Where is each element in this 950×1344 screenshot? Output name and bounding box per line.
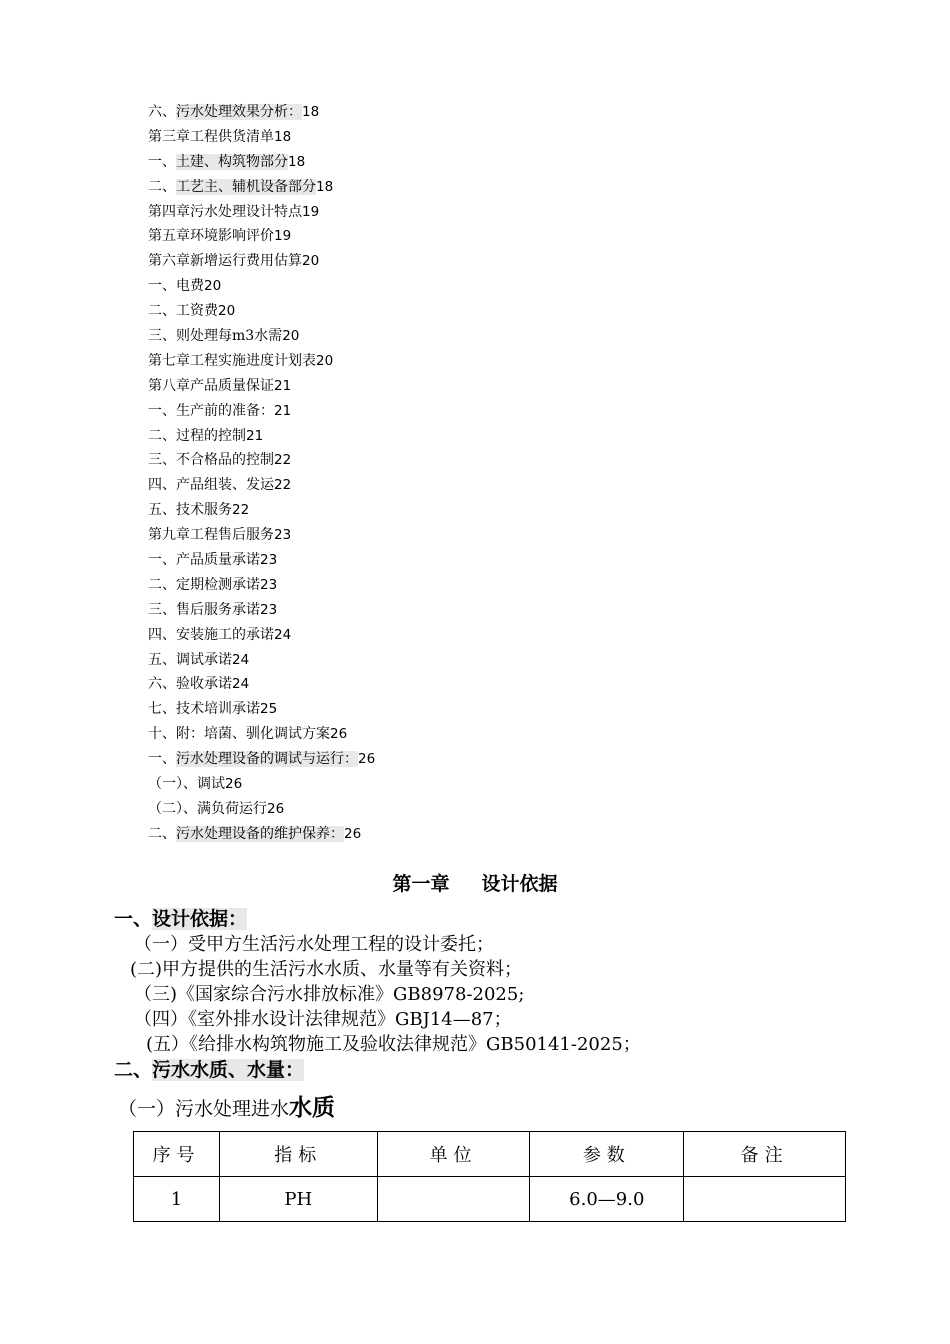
influent-quality-table bbox=[133, 1131, 846, 1222]
toc-entry-page: 23 bbox=[260, 576, 278, 593]
toc-entry[interactable] bbox=[148, 125, 375, 150]
toc-entry[interactable] bbox=[148, 747, 375, 772]
toc-entry-title: 污水处理设备的调试与运行： bbox=[176, 751, 358, 768]
toc-entry-prefix: 二、 bbox=[148, 178, 176, 195]
table-cell: 1 bbox=[134, 1177, 220, 1222]
toc-entry-prefix: 二、 bbox=[148, 576, 176, 593]
toc-entry-page: 19 bbox=[274, 228, 292, 245]
toc-entry[interactable] bbox=[148, 424, 375, 449]
toc-entry-title: 电费 bbox=[176, 278, 204, 295]
toc-entry-page: 23 bbox=[274, 527, 292, 544]
toc-entry-title: 调试承诺 bbox=[176, 651, 232, 668]
toc-entry-title: 定期检测承诺 bbox=[176, 576, 260, 593]
toc-entry-page: 21 bbox=[274, 402, 292, 419]
toc-entry-title: 售后服务承诺 bbox=[176, 601, 260, 618]
sub-heading-influent-quality: （一）污水处理进水水质 bbox=[118, 1095, 336, 1121]
toc-entry[interactable] bbox=[148, 224, 375, 249]
toc-entry-title: 过程的控制 bbox=[176, 427, 246, 444]
basis-item: （一）受甲方生活污水处理工程的设计委托； bbox=[134, 934, 494, 955]
toc-entry-page: 20 bbox=[282, 328, 300, 345]
toc-entry-prefix: 一、 bbox=[148, 278, 176, 295]
toc-entry-title: 第八章产品质量保证 bbox=[148, 377, 274, 394]
toc-entry[interactable] bbox=[148, 797, 375, 822]
toc-entry-page: 26 bbox=[330, 726, 348, 743]
toc-entry-title: 附：培菌、驯化调试方案 bbox=[176, 726, 330, 743]
toc-entry[interactable] bbox=[148, 772, 375, 797]
toc-entry-page: 26 bbox=[225, 776, 243, 793]
toc-entry-page: 23 bbox=[260, 552, 278, 569]
toc-entry[interactable] bbox=[148, 150, 375, 175]
toc-entry-page: 20 bbox=[302, 253, 320, 270]
toc-entry[interactable] bbox=[148, 249, 375, 274]
toc-entry-prefix: 二、 bbox=[148, 303, 176, 320]
toc-entry[interactable] bbox=[148, 697, 375, 722]
toc-entry[interactable] bbox=[148, 573, 375, 598]
toc-entry-title: 产品组装、发运 bbox=[176, 477, 274, 494]
toc-entry-prefix: 一、 bbox=[148, 153, 176, 170]
toc-entry[interactable] bbox=[148, 374, 375, 399]
toc-entry[interactable] bbox=[148, 349, 375, 374]
toc-entry-title: 第四章污水处理设计特点 bbox=[148, 203, 302, 220]
table-cell bbox=[377, 1177, 530, 1222]
toc-entry-title: 安装施工的承诺 bbox=[176, 626, 274, 643]
toc-entry-prefix: 二、 bbox=[148, 427, 176, 444]
toc-entry-page: 20 bbox=[316, 352, 334, 369]
table-cell: PH bbox=[219, 1177, 377, 1222]
toc-entry-prefix: 一、 bbox=[148, 751, 176, 768]
chapter-title bbox=[0, 869, 950, 899]
toc-entry-page: 22 bbox=[232, 502, 250, 519]
basis-item: (二)甲方提供的生活污水水质、水量等有关资料； bbox=[130, 959, 523, 980]
toc-entry-prefix: 七、 bbox=[148, 701, 176, 718]
toc-entry-page: 23 bbox=[260, 601, 278, 618]
toc-entry-title: 工资费 bbox=[176, 303, 218, 320]
basis-item: （三)《国家综合污水排放标准》GB8978-2025; bbox=[134, 984, 525, 1005]
toc-entry[interactable] bbox=[148, 722, 375, 747]
toc-entry-prefix: 四、 bbox=[148, 626, 176, 643]
toc-entry-prefix: 一、 bbox=[148, 552, 176, 569]
table-row bbox=[134, 1177, 846, 1222]
column-header: 单位 bbox=[377, 1132, 530, 1177]
toc-entry-title: 第七章工程实施进度计划表 bbox=[148, 352, 316, 369]
toc-entry-page: 22 bbox=[274, 452, 292, 469]
toc-entry-title: 验收承诺 bbox=[176, 676, 232, 693]
toc-entry-title: 生产前的准备： bbox=[176, 402, 274, 419]
toc-entry-page: 18 bbox=[288, 153, 306, 170]
toc-entry[interactable] bbox=[148, 623, 375, 648]
toc-entry-page: 18 bbox=[302, 104, 320, 120]
toc-entry-title: （二）、满负荷运行 bbox=[148, 800, 267, 817]
toc-entry-page: 26 bbox=[344, 825, 362, 842]
toc-entry-prefix: 四、 bbox=[148, 477, 176, 494]
toc-entry-title: （一）、调试 bbox=[148, 776, 225, 793]
toc-entry[interactable] bbox=[148, 200, 375, 225]
column-header: 备注 bbox=[684, 1132, 846, 1177]
toc-entry[interactable] bbox=[148, 274, 375, 299]
toc-entry-prefix: 五、 bbox=[148, 651, 176, 668]
toc-entry-page: 22 bbox=[274, 477, 292, 494]
toc-entry-prefix: 二、 bbox=[148, 825, 176, 842]
toc-entry[interactable] bbox=[148, 648, 375, 673]
toc-entry[interactable] bbox=[148, 448, 375, 473]
toc-entry-prefix: 三、 bbox=[148, 601, 176, 618]
toc-entry-page: 26 bbox=[358, 751, 376, 768]
toc-entry-title: 污水处理设备的维护保养： bbox=[176, 825, 344, 842]
column-header: 序号 bbox=[134, 1132, 220, 1177]
column-header: 指标 bbox=[219, 1132, 377, 1177]
toc-entry-prefix: 六、 bbox=[148, 676, 176, 693]
toc-entry-page: 18 bbox=[274, 128, 292, 145]
toc-entry-prefix: 五、 bbox=[148, 502, 176, 519]
toc-entry[interactable] bbox=[148, 324, 375, 349]
toc-entry-title: 第五章环境影响评价 bbox=[148, 228, 274, 245]
toc-entry-page: 20 bbox=[204, 278, 222, 295]
toc-entry[interactable] bbox=[148, 473, 375, 498]
toc-entry-title: 第六章新增运行费用估算 bbox=[148, 253, 302, 270]
table-cell: 6.0—9.0 bbox=[530, 1177, 684, 1222]
toc-entry-page: 21 bbox=[246, 427, 264, 444]
toc-entry-title: 第九章工程售后服务 bbox=[148, 527, 274, 544]
basis-item: （四）《室外排水设计法律规范》GBJ14—87； bbox=[134, 1009, 512, 1030]
toc-entry-page: 26 bbox=[267, 800, 285, 817]
toc-entry[interactable] bbox=[148, 822, 375, 847]
toc-entry-page: 24 bbox=[232, 676, 250, 693]
toc-entry-page: 24 bbox=[274, 626, 292, 643]
toc-entry[interactable] bbox=[148, 399, 375, 424]
toc-entry-prefix: 十、 bbox=[148, 726, 176, 743]
toc-entry-title: 产品质量承诺 bbox=[176, 552, 260, 569]
toc-entry[interactable] bbox=[148, 672, 375, 697]
toc-entry[interactable] bbox=[148, 498, 375, 523]
toc-entry[interactable] bbox=[148, 598, 375, 623]
toc-entry-title: 技术培训承诺 bbox=[176, 701, 260, 718]
table-cell bbox=[684, 1177, 846, 1222]
toc-entry[interactable] bbox=[148, 548, 375, 573]
toc-entry-title: 第三章工程供货清单 bbox=[148, 128, 274, 145]
toc-entry-page: 25 bbox=[260, 701, 278, 718]
toc-entry-prefix: 三、 bbox=[148, 452, 176, 469]
toc-entry-title: 则处理每m3水需 bbox=[176, 328, 283, 345]
toc-entry[interactable] bbox=[148, 100, 375, 125]
toc-entry-prefix: 三、 bbox=[148, 328, 176, 345]
chapter-number: 第一章 bbox=[392, 873, 450, 895]
toc-entry-title: 技术服务 bbox=[176, 502, 232, 519]
section-heading-design-basis: 一、设计依据： bbox=[114, 908, 248, 930]
toc-entry[interactable] bbox=[148, 175, 375, 200]
toc-entry-title: 土建、构筑物部分 bbox=[176, 153, 288, 170]
toc-entry-page: 24 bbox=[232, 651, 250, 668]
toc-entry[interactable] bbox=[148, 523, 375, 548]
basis-item: (五）《给排水构筑物施工及验收法律规范》GB50141-2025； bbox=[146, 1034, 641, 1055]
chapter-name: 设计依据 bbox=[481, 873, 558, 895]
table-of-contents bbox=[148, 100, 375, 847]
toc-entry-page: 21 bbox=[274, 377, 292, 394]
toc-entry-title: 污水处理效果分析： bbox=[176, 104, 302, 120]
toc-entry-prefix: 六、 bbox=[148, 104, 176, 120]
table-header-row bbox=[134, 1132, 846, 1177]
toc-entry-prefix: 一、 bbox=[148, 402, 176, 419]
section-heading-water-quality: 二、污水水质、水量： bbox=[114, 1059, 305, 1081]
toc-entry-page: 19 bbox=[302, 203, 320, 220]
toc-entry[interactable] bbox=[148, 299, 375, 324]
toc-entry-page: 20 bbox=[218, 303, 236, 320]
toc-entry-page: 18 bbox=[316, 178, 334, 195]
column-header: 参数 bbox=[530, 1132, 684, 1177]
toc-entry-title: 不合格品的控制 bbox=[176, 452, 274, 469]
toc-entry-title: 工艺主、辅机设备部分 bbox=[176, 178, 316, 195]
